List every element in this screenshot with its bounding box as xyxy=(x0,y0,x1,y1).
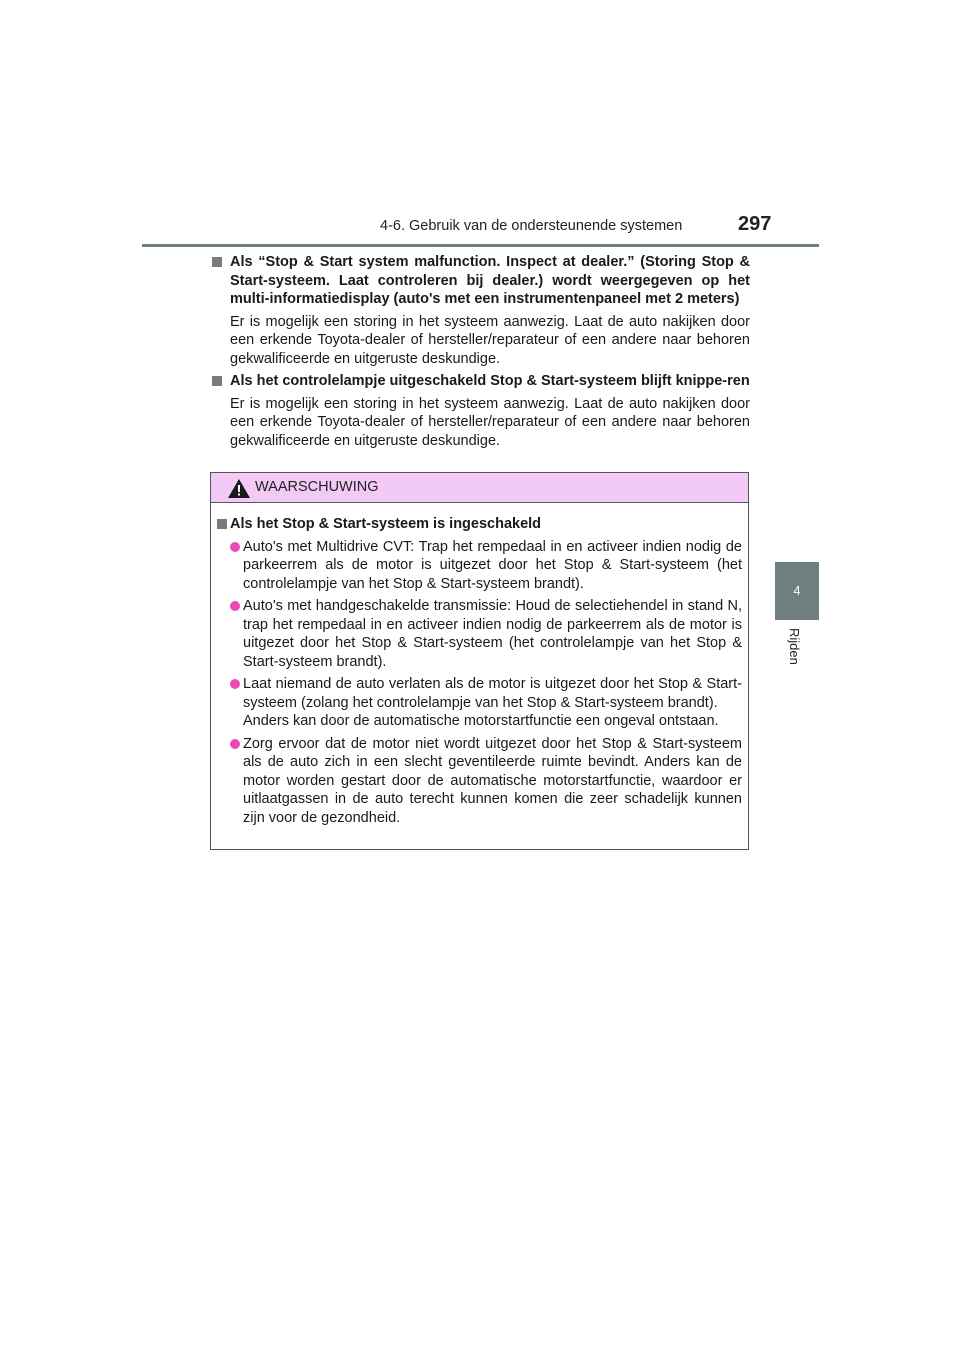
square-bullet-icon xyxy=(212,257,222,267)
section-title: 4-6. Gebruik van de ondersteunende systemen xyxy=(380,218,683,234)
topic-title-text: Als het controlelampje uitgeschakeld Stop & Start-systeem blijft knippe-ren xyxy=(230,373,750,389)
warning-item-text: Auto's met handgeschakelde transmissie: Houd de selectiehendel in stand N, trap het rempedaal in en activeer indien nodig de parkeerrem als de motor is uitgezet door het Stop & Start-systeem (het controlelampje van het Stop & Start-systeem brandt). xyxy=(243,598,742,670)
page-number: 297 xyxy=(738,213,772,235)
warning-item xyxy=(217,675,742,712)
chapter-tab[interactable]: 4 xyxy=(775,562,819,620)
round-bullet-icon xyxy=(230,542,240,552)
main-content xyxy=(212,253,750,454)
warning-item xyxy=(217,735,742,828)
warning-topic-title xyxy=(217,515,742,534)
topic-title xyxy=(212,372,750,391)
warning-item xyxy=(217,597,742,671)
header-divider xyxy=(142,244,819,247)
warning-item-text: Anders kan door de automatische motorstartfunctie een ongeval ontstaan. xyxy=(243,713,719,729)
round-bullet-icon xyxy=(230,739,240,749)
warning-item-text: Zorg ervoor dat de motor niet wordt uitgezet door het Stop & Start-systeem als de auto zich in een slecht geventileerde ruimte bevindt. Anders kan de motor worden gestart door de automatische motorstartfunctie, waardoor er uitlaatgassen in de auto terecht kunnen komen die zeer schadelijk kunnen zijn voor de gezondheid. xyxy=(243,735,742,826)
topic-body: Er is mogelijk een storing in het systeem aanwezig. Laat de auto nakijken door een erkende Toyota-dealer of hersteller/reparateur of een andere naar behoren gekwalificeerde en uitgeruste deskundige. xyxy=(230,313,750,367)
warning-item-text: Laat niemand de auto verlaten als de motor is uitgezet door het Stop & Start-systeem (zolang het controlelampje van het Stop & Start-systeem brandt). xyxy=(243,676,742,711)
topic-body: Er is mogelijk een storing in het systeem aanwezig. Laat de auto nakijken door een erkende Toyota-dealer of hersteller/reparateur of een andere naar behoren gekwalificeerde en uitgeruste deskundige. xyxy=(230,395,750,449)
warning-box xyxy=(210,472,749,850)
warning-item-text: Auto's met Multidrive CVT: Trap het rempedaal in en activeer indien nodig de parkeerrem als de motor is uitgezet door het Stop & Start-systeem (het controlelampje van het Stop & Start-systeem brandt). xyxy=(243,538,742,592)
warning-header xyxy=(211,473,748,503)
round-bullet-icon xyxy=(230,601,240,611)
topic-title-text: Als “Stop & Start system malfunction. Inspect at dealer.” (Storing Stop & Start-systeem. Laat controleren bij dealer.) wordt weergegeven op het multi-informatiedisplay (auto's met een instrumentenpaneel met 2 meters) xyxy=(230,254,750,307)
square-bullet-icon xyxy=(212,376,222,386)
topic-indicator-blinking xyxy=(212,372,750,450)
square-bullet-icon xyxy=(217,519,227,529)
warning-title: WAARSCHUWING xyxy=(255,479,379,495)
warning-triangle-icon xyxy=(228,479,250,498)
warning-body xyxy=(211,503,748,827)
topic-title xyxy=(212,253,750,309)
topic-malfunction xyxy=(212,253,750,368)
round-bullet-icon xyxy=(230,679,240,689)
chapter-label: Rijden xyxy=(787,628,802,665)
warning-item xyxy=(217,538,742,594)
warning-item-continuation xyxy=(217,712,742,731)
warning-topic-title-text: Als het Stop & Start-systeem is ingeschakeld xyxy=(230,516,542,532)
